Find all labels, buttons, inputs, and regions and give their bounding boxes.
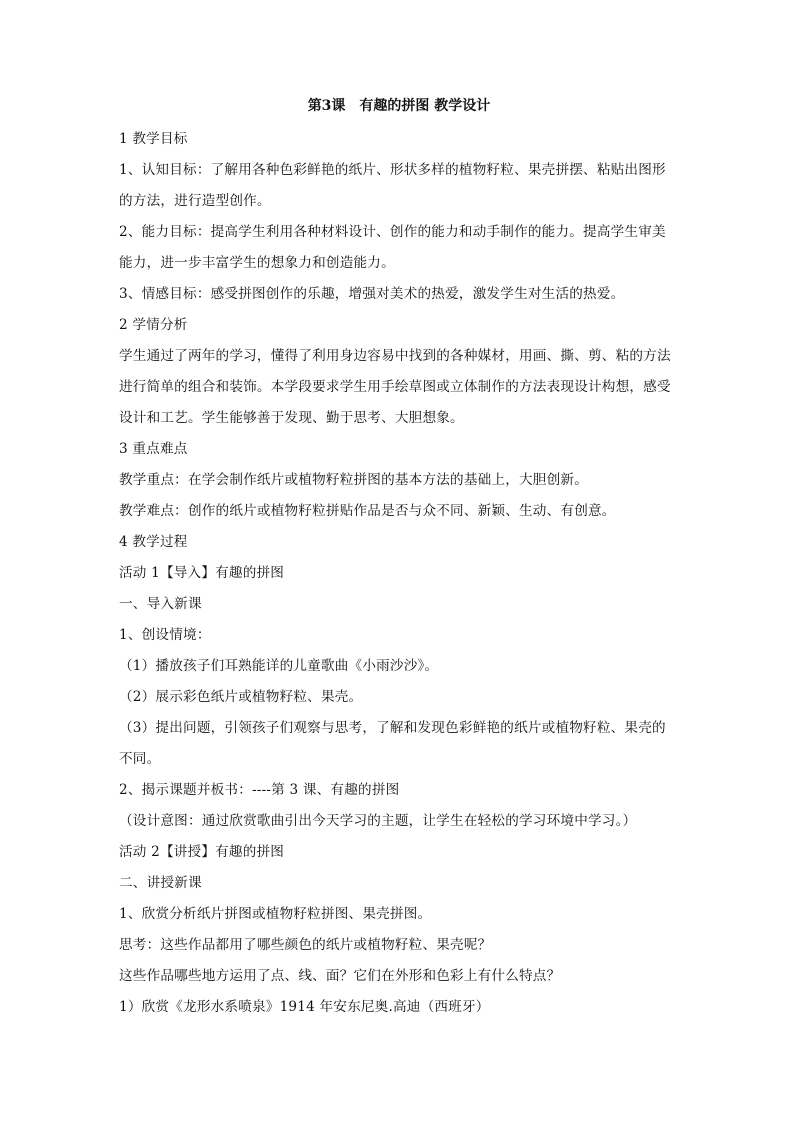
paragraph-line: 的方法，进行造型创作。 xyxy=(119,193,271,209)
heading-learning-analysis: 2 学情分析 xyxy=(119,317,188,333)
document-body xyxy=(119,129,679,1028)
paragraph-line: （3）提出问题，引领孩子们观察与思考，了解和发现色彩鲜艳的纸片或植物籽粒、果壳的 xyxy=(119,720,666,736)
paragraph-line: 1、认知目标：了解用各种色彩鲜艳的纸片、形状多样的植物籽粒、果壳拼摆、粘贴出图形 xyxy=(119,162,666,178)
paragraph-line: 学生通过了两年的学习，懂得了利用身边容易中找到的各种媒材，用画、撕、剪、粘的方法 xyxy=(119,348,671,364)
paragraph-line: 2、揭示课题并板书：----第 3 课、有趣的拼图 xyxy=(119,782,400,798)
paragraph-line: 3、情感目标：感受拼图创作的乐趣，增强对美术的热爱，激发学生对生活的热爱。 xyxy=(119,286,625,302)
paragraph-line: 教学重点：在学会制作纸片或植物籽粒拼图的基本方法的基础上，大胆创新。 xyxy=(119,472,588,488)
heading-teaching-objectives: 1 教学目标 xyxy=(119,131,188,147)
document-title: 第3课 有趣的拼图 教学设计 xyxy=(307,98,491,114)
heading-teaching-process: 4 教学过程 xyxy=(119,534,188,550)
section-heading: 一、导入新课 xyxy=(119,596,202,612)
paragraph-line: 1）欣赏《龙形水系喷泉》1914 年安东尼奥.高迪（西班牙） xyxy=(119,999,490,1015)
paragraph-line: 能力，进一步丰富学生的想象力和创造能力。 xyxy=(119,255,395,271)
paragraph-line: （1）播放孩子们耳熟能详的儿童歌曲《小雨沙沙》。 xyxy=(119,658,439,674)
paragraph-line: 进行简单的组合和装饰。本学段要求学生用手绘草图或立体制作的方法表现设计构想，感受 xyxy=(119,379,671,395)
paragraph-line: 不同。 xyxy=(119,751,161,767)
document-page xyxy=(119,96,679,1028)
paragraph-line: 这些作品哪些地方运用了点、线、面？它们在外形和色彩上有什么特点？ xyxy=(119,968,561,984)
paragraph-line: 教学难点：创作的纸片或植物籽粒拼贴作品是否与众不同、新颖、生动、有创意。 xyxy=(119,503,616,519)
paragraph-line: 1、欣赏分析纸片拼图或植物籽粒拼图、果壳拼图。 xyxy=(119,906,432,922)
paragraph-line: 设计和工艺。学生能够善于发现、勤于思考、大胆想象。 xyxy=(119,410,464,426)
section-heading: 二、讲授新课 xyxy=(119,875,202,891)
paragraph-line: 思考：这些作品都用了哪些颜色的纸片或植物籽粒、果壳呢？ xyxy=(119,937,492,953)
paragraph-line: （2）展示彩色纸片或植物籽粒、果壳。 xyxy=(119,689,363,705)
activity-heading: 活动 1【导入】有趣的拼图 xyxy=(119,565,285,581)
paragraph-line: （设计意图：通过欣赏歌曲引出今天学习的主题，让学生在轻松的学习环境中学习。） xyxy=(119,813,637,829)
paragraph-line: 2、能力目标：提高学生利用各种材料设计、创作的能力和动手制作的能力。提高学生审美 xyxy=(119,224,666,240)
activity-heading: 活动 2【讲授】有趣的拼图 xyxy=(119,844,285,860)
heading-key-difficulties: 3 重点难点 xyxy=(119,441,188,457)
paragraph-line: 1、创设情境： xyxy=(119,627,211,643)
